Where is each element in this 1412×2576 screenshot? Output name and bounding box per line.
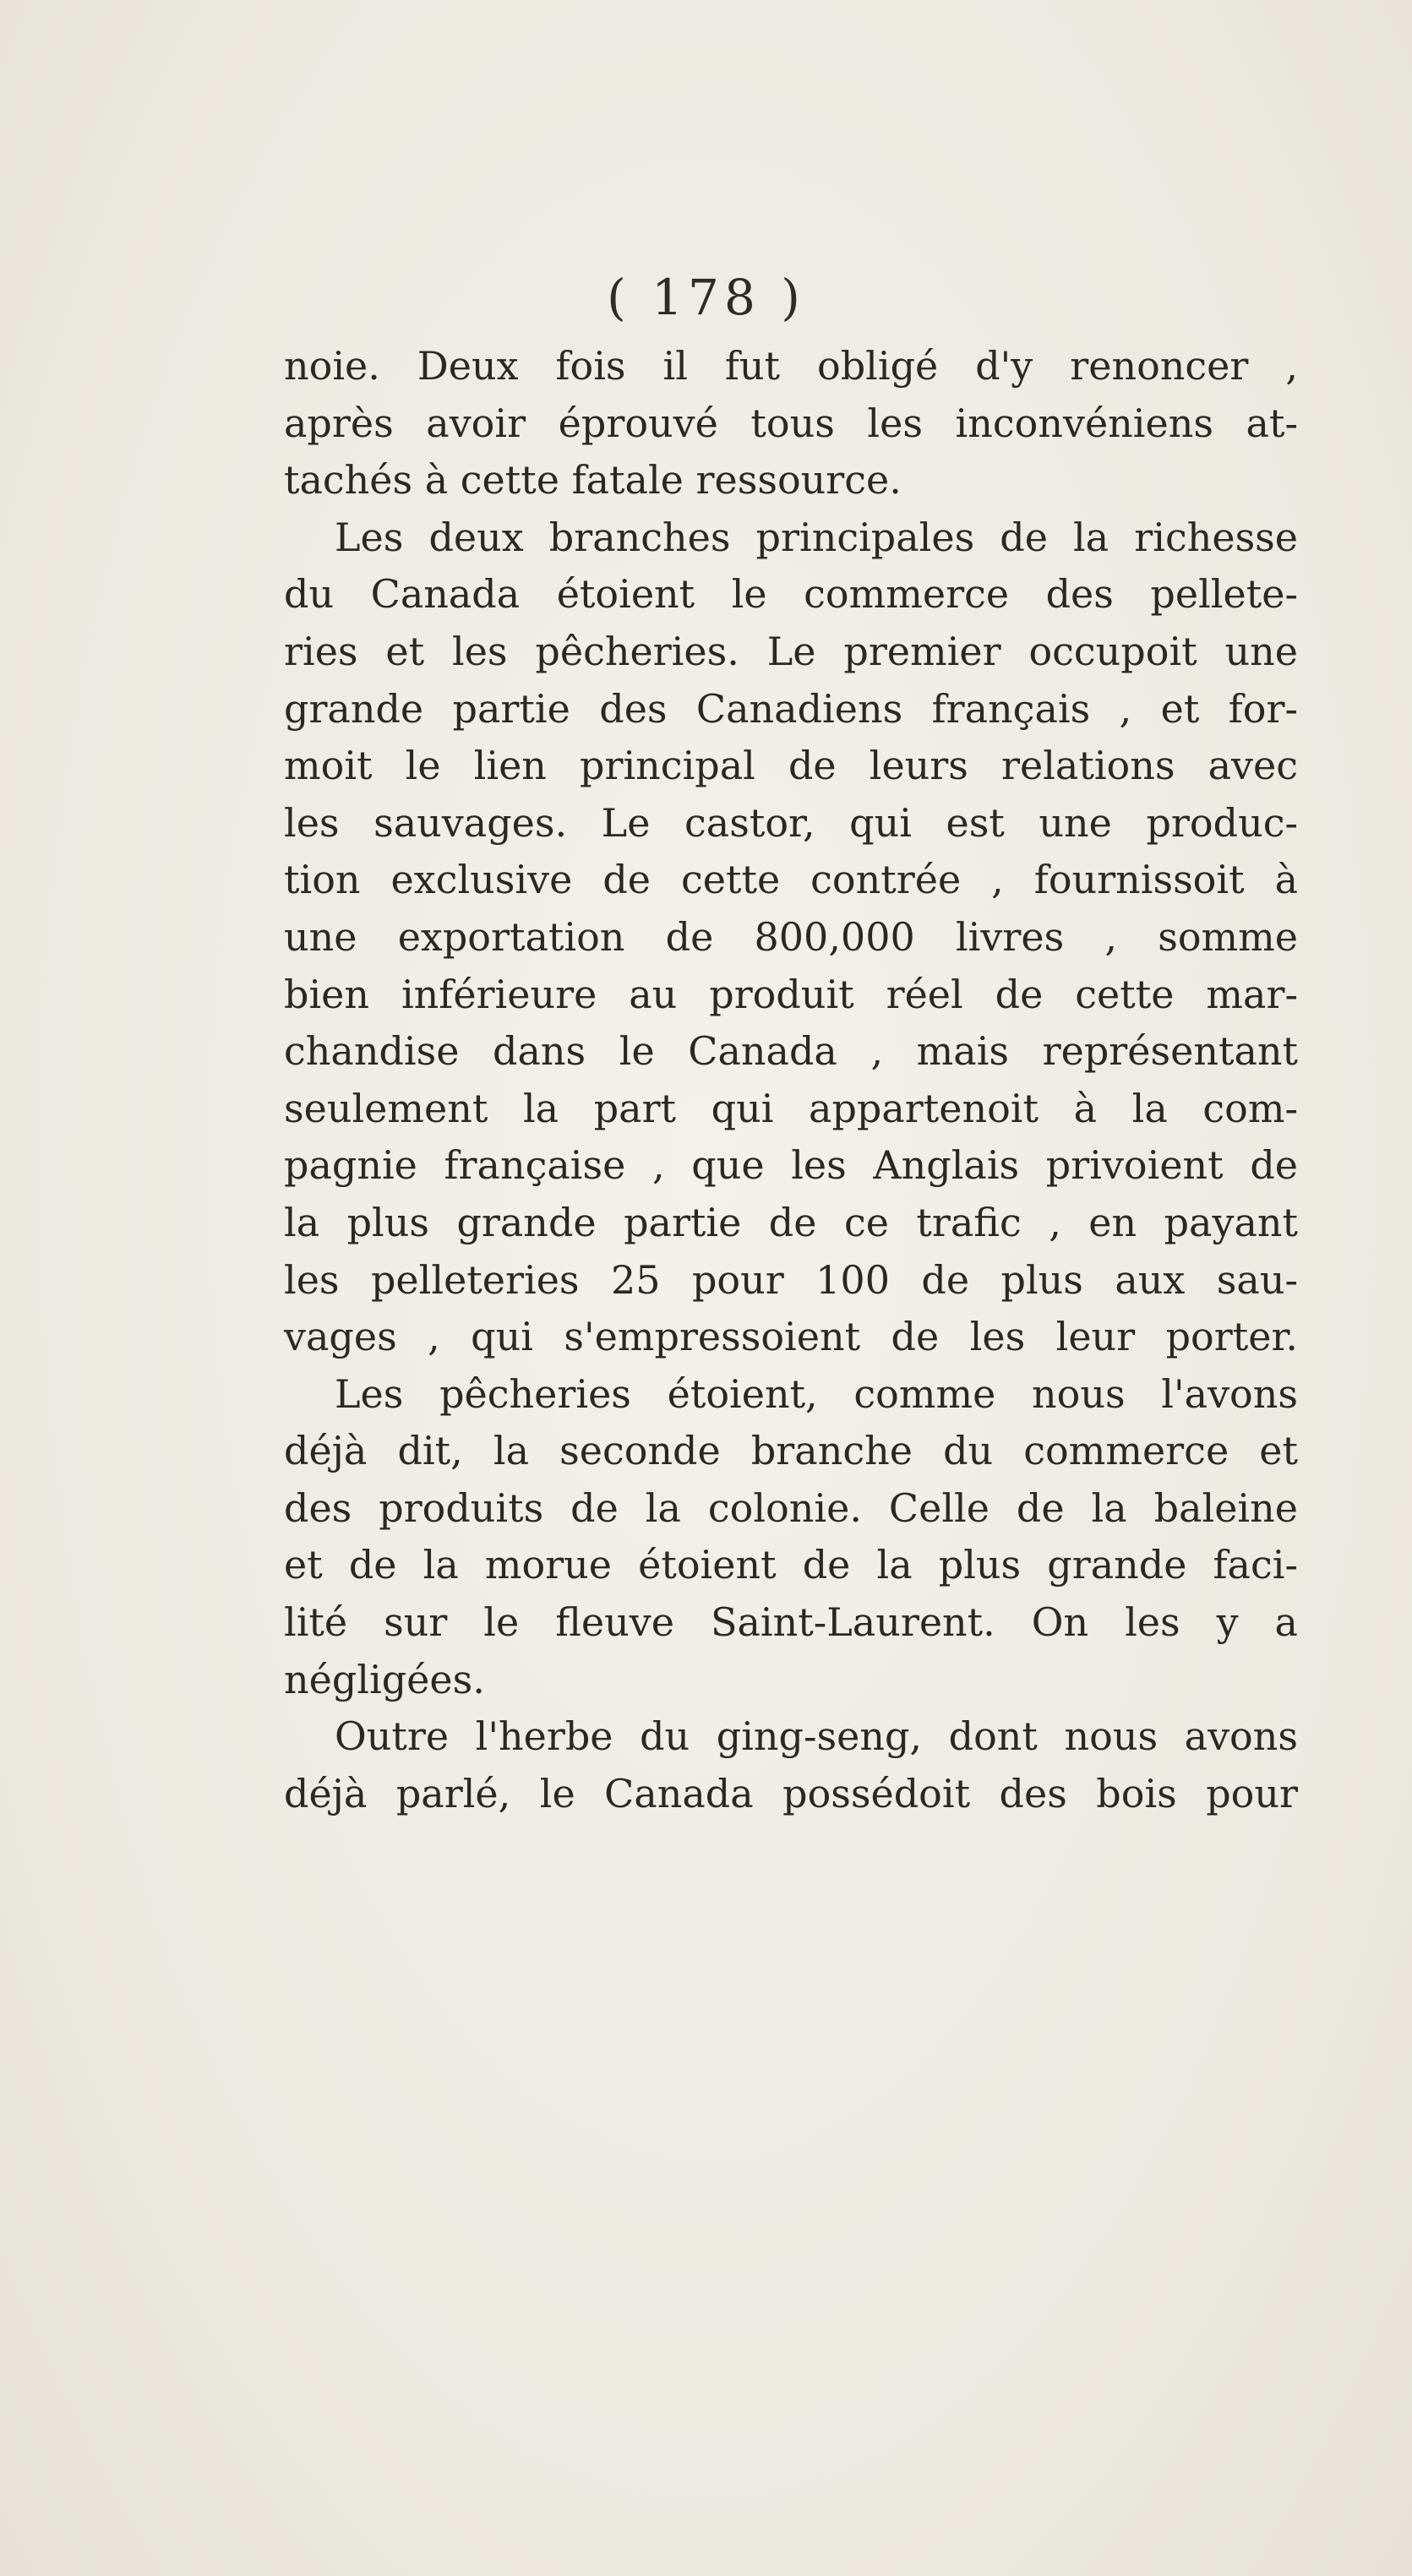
- text-line: déjà dit, la seconde branche du commerce et: [284, 1428, 1298, 1474]
- text-line: les pelleteries 25 pour 100 de plus aux sau-: [284, 1256, 1298, 1303]
- text-line: pagnie française , que les Anglais privoient de: [284, 1142, 1298, 1189]
- text-line: des produits de la colonie. Celle de la baleine: [284, 1484, 1298, 1531]
- text-line: noie. Deux fois il fut obligé d'y renoncer ,: [284, 343, 1298, 389]
- text-line: chandise dans le Canada , mais représentant: [284, 1028, 1298, 1075]
- text-line: vages , qui s'empressoient de les leur porter.: [284, 1314, 1298, 1360]
- text-line: Les deux branches principales de la richesse: [335, 514, 1298, 560]
- text-line: Les pêcheries étoient, comme nous l'avons: [335, 1370, 1298, 1417]
- text-line: tachés à cette fatale ressource.: [284, 457, 902, 504]
- text-line: ries et les pêcheries. Le premier occupoit une: [284, 628, 1298, 674]
- page-number: ( 178 ): [607, 269, 805, 326]
- text-line: Outre l'herbe du ging-seng, dont nous avons: [335, 1713, 1298, 1760]
- text-line: la plus grande partie de ce trafic , en payant: [284, 1199, 1298, 1245]
- body-text: [284, 338, 1298, 1822]
- text-line: et de la morue étoient de la plus grande faci-: [284, 1542, 1298, 1588]
- text-line: les sauvages. Le castor, qui est une produc-: [284, 799, 1298, 846]
- text-line: moit le lien principal de leurs relations avec: [284, 743, 1298, 789]
- text-line: tion exclusive de cette contrée , fournissoit à: [284, 857, 1298, 903]
- text-line: seulement la part qui appartenoit à la com-: [284, 1085, 1298, 1131]
- text-line: une exportation de 800,000 livres , somme: [284, 913, 1298, 960]
- text-line: bien inférieure au produit réel de cette mar-: [284, 971, 1298, 1017]
- text-line: grande partie des Canadiens français , et for-: [284, 685, 1298, 732]
- text-line: après avoir éprouvé tous les inconvéniens at-: [284, 400, 1298, 446]
- text-line: déjà parlé, le Canada possédoit des bois pour: [284, 1770, 1298, 1816]
- text-line: négligées.: [284, 1656, 485, 1702]
- text-line: lité sur le fleuve Saint-Laurent. On les y a: [284, 1599, 1298, 1646]
- text-line: du Canada étoient le commerce des pellete-: [284, 571, 1298, 618]
